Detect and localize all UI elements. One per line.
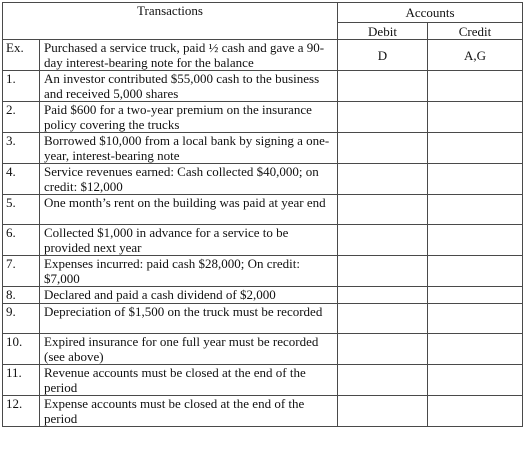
transaction-text: Service revenues earned: Cash collected $40,000; on credit: $12,000 (40, 164, 338, 195)
debit-cell[interactable] (338, 133, 428, 164)
credit-cell[interactable] (428, 102, 523, 133)
table-row (3, 256, 523, 287)
debit-cell[interactable] (338, 365, 428, 396)
transaction-text: Expired insurance for one full year must be recorded (see above) (40, 334, 338, 365)
credit-cell[interactable] (428, 133, 523, 164)
transaction-text: Borrowed $10,000 from a local bank by signing a one-year, interest-bearing note (40, 133, 338, 164)
row-number: 10. (3, 334, 40, 365)
credit-header: Credit (428, 23, 523, 40)
debit-cell[interactable] (338, 256, 428, 287)
credit-cell[interactable] (428, 287, 523, 304)
credit-cell[interactable] (428, 164, 523, 195)
credit-cell[interactable]: A,G (428, 40, 523, 71)
debit-cell[interactable] (338, 225, 428, 256)
credit-cell[interactable] (428, 365, 523, 396)
debit-header: Debit (338, 23, 428, 40)
row-number: 12. (3, 396, 40, 427)
table-row (3, 40, 523, 71)
credit-cell[interactable] (428, 396, 523, 427)
debit-cell[interactable]: D (338, 40, 428, 71)
debit-cell[interactable] (338, 195, 428, 225)
row-number: 4. (3, 164, 40, 195)
table-row (3, 102, 523, 133)
debit-cell[interactable] (338, 164, 428, 195)
transactions-header: Transactions (3, 3, 338, 40)
transaction-text: Purchased a service truck, paid ½ cash and gave a 90-day interest-bearing note for the balance (40, 40, 338, 71)
credit-cell[interactable] (428, 195, 523, 225)
row-number: 6. (3, 225, 40, 256)
accounts-header: Accounts (338, 3, 523, 23)
table-row (3, 164, 523, 195)
transaction-text: Expense accounts must be closed at the end of the period (40, 396, 338, 427)
debit-cell[interactable] (338, 304, 428, 334)
row-number: 1. (3, 71, 40, 102)
debit-cell[interactable] (338, 71, 428, 102)
row-number: Ex. (3, 40, 40, 71)
row-number: 7. (3, 256, 40, 287)
credit-cell[interactable] (428, 256, 523, 287)
row-number: 11. (3, 365, 40, 396)
credit-cell[interactable] (428, 304, 523, 334)
credit-cell[interactable] (428, 71, 523, 102)
transactions-table (2, 2, 523, 427)
table-row (3, 225, 523, 256)
transaction-text: Expenses incurred: paid cash $28,000; On credit: $7,000 (40, 256, 338, 287)
row-number: 5. (3, 195, 40, 225)
row-number: 2. (3, 102, 40, 133)
table-row (3, 195, 523, 225)
table-row (3, 334, 523, 365)
debit-cell[interactable] (338, 102, 428, 133)
table-row (3, 304, 523, 334)
transaction-text: Declared and paid a cash dividend of $2,000 (40, 287, 338, 304)
transaction-text: One month’s rent on the building was paid at year end (40, 195, 338, 225)
row-number: 3. (3, 133, 40, 164)
debit-cell[interactable] (338, 287, 428, 304)
transaction-text: Collected $1,000 in advance for a service to be provided next year (40, 225, 338, 256)
transaction-text: Revenue accounts must be closed at the end of the period (40, 365, 338, 396)
table-row (3, 365, 523, 396)
table-row (3, 133, 523, 164)
transaction-text: Depreciation of $1,500 on the truck must be recorded (40, 304, 338, 334)
credit-cell[interactable] (428, 334, 523, 365)
credit-cell[interactable] (428, 225, 523, 256)
debit-cell[interactable] (338, 334, 428, 365)
row-number: 9. (3, 304, 40, 334)
transaction-text: Paid $600 for a two-year premium on the insurance policy covering the trucks (40, 102, 338, 133)
transaction-text: An investor contributed $55,000 cash to the business and received 5,000 shares (40, 71, 338, 102)
row-number: 8. (3, 287, 40, 304)
table-row (3, 71, 523, 102)
debit-cell[interactable] (338, 396, 428, 427)
table-row (3, 287, 523, 304)
table-row (3, 396, 523, 427)
